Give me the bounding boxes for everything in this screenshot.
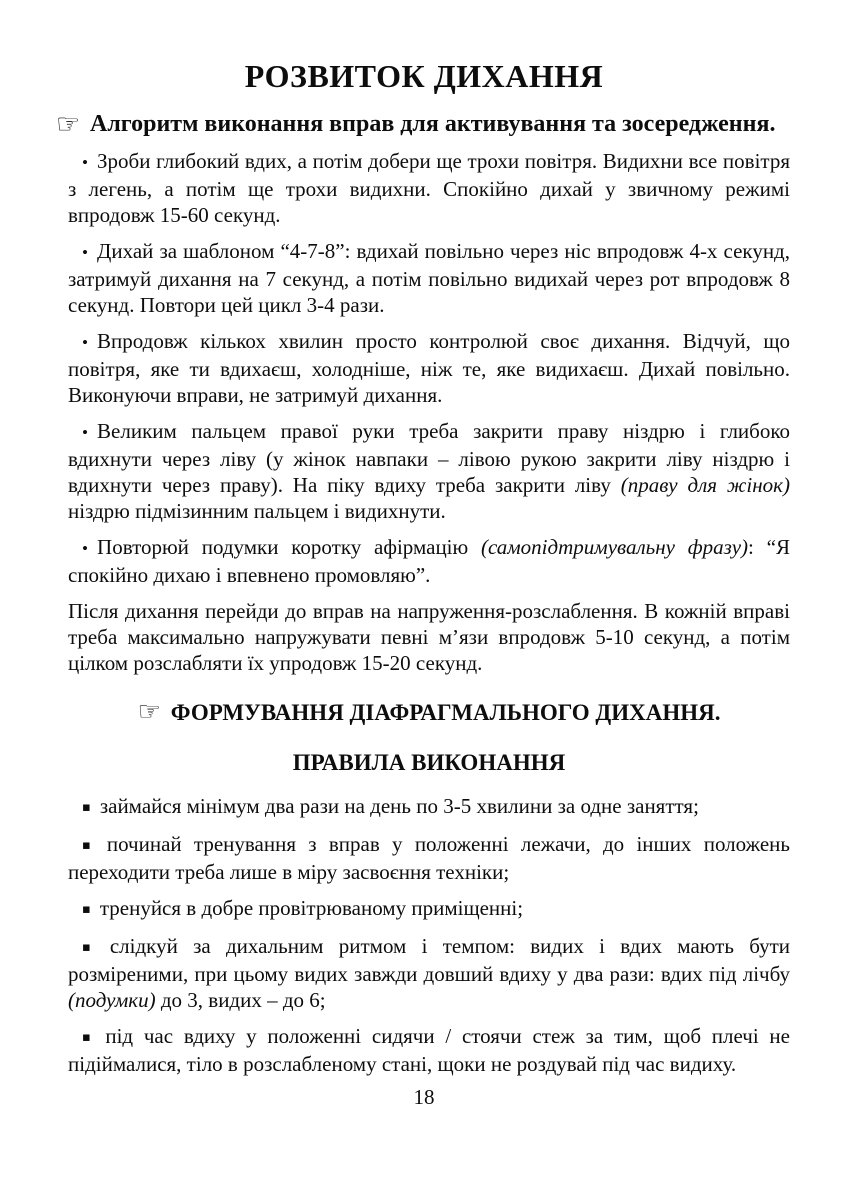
bullet-text: займайся мінімум два рази на день по 3-5 хвилини за одне заняття;: [99, 793, 699, 818]
section2-heading-text: ФОРМУВАННЯ ДІАФРАГМАЛЬНОГО ДИХАННЯ.: [170, 700, 721, 726]
bullet-text: Впродовж кількох хвилин просто контролюй своє дихання. Відчуй, що повітря, яке ти вдихаєш, холодніше, ніж те, яке видихаєш. Дихай повільно. Виконуючи вправи, не затримуй дихання.: [68, 329, 790, 408]
bullet-text: тренуйся в добре провітрюваному приміщенні;: [99, 895, 524, 920]
bullet-marker: ▪: [82, 1029, 97, 1045]
bullet-marker: ▪: [82, 939, 101, 955]
bullet-text: ніздрю підмізинним пальцем і видихнути.: [68, 499, 446, 524]
bullet-text: Зроби глибокий вдих, а потім добери ще трохи повітря. Видихни все повітря з легень, а потім ще трохи видихни. Спокійно дихай у звичному режимі впродовж 15-60 секунд.: [68, 149, 790, 228]
bullet-marker: •: [82, 539, 89, 559]
bullet-marker: •: [82, 333, 89, 353]
section2-body: [68, 793, 790, 1077]
bullet-text-italic: (подумки): [68, 987, 156, 1012]
bullet-marker: ▪: [82, 799, 91, 815]
bullet-item: [68, 238, 790, 318]
section1-heading: [56, 109, 790, 140]
pointing-hand-icon: ☞: [137, 697, 161, 728]
bullet-item: [68, 1023, 790, 1077]
section1-body: [68, 148, 790, 676]
bullet-marker: ▪: [82, 901, 91, 917]
bullet-text-italic: (самопідтримувальну фразу): [481, 535, 749, 560]
bullet-item: [68, 933, 790, 1013]
bullet-marker: •: [82, 243, 89, 263]
bullet-text: під час вдиху у положенні сидячи / стоячи стеж за тим, щоб плечі не підіймалися, тіло в розслабленому стані, щоки не роздувай під час видиху.: [68, 1023, 790, 1076]
bullet-text: Повторюй подумки коротку афірмацію: [97, 535, 481, 560]
bullet-marker: •: [82, 153, 89, 173]
bullet-text: Дихай за шаблоном “4-7-8”: вдихай повільно через ніс впродовж 4-х секунд, затримуй дихання на 7 секунд, а потім повільно видихай через рот впродовж 8 секунд. Повтори цей цикл 3-4 рази.: [68, 239, 790, 318]
bullet-item: [68, 793, 790, 821]
bullet-item: [68, 148, 790, 228]
bullet-text: : “Я спокійно дихаю і впевнено промовляю”.: [68, 535, 790, 588]
section1-heading-text: Алгоритм виконання вправ для активування та зосередження.: [90, 111, 776, 137]
closing-paragraph: Після дихання перейди до вправ на напруження-розслаблення. В кожній вправі треба максимально напружувати певні м’язи впродовж 5-10 секунд, а потім цілком розслабляти їх упродовж 15-20 секунд.: [68, 599, 790, 676]
bullet-item: [68, 534, 790, 588]
bullet-item: [68, 418, 790, 524]
bullet-marker: •: [82, 423, 89, 443]
bullet-item: [68, 831, 790, 885]
bullet-text: до 3, видих – до 6;: [155, 987, 326, 1012]
section2-subheading: ПРАВИЛА ВИКОНАННЯ: [292, 749, 566, 775]
bullet-text-italic: (праву для жінок): [620, 473, 790, 498]
section2-heading: [68, 696, 790, 730]
bullet-marker: ▪: [82, 837, 98, 853]
bullet-item: [68, 895, 790, 923]
pointing-hand-icon: ☞: [56, 109, 81, 140]
page-number: 18: [413, 1084, 435, 1109]
bullet-text: слідкуй за дихальним ритмом і темпом: видих і вдих мають бути розміреними, при цьому видих завжди довший вдиху у два рази: вдих під лічбу: [68, 933, 791, 986]
bullet-item: [68, 328, 790, 408]
page-title: РОЗВИТОК ДИХАННЯ: [244, 58, 604, 94]
bullet-text: починай тренування з вправ у положенні лежачи, до інших положень переходити треба лише в міру засвоєння техніки;: [68, 831, 791, 884]
bullet-text: Великим пальцем правої руки треба закрити праву ніздрю і глибоко вдихнути через ліву (у жінок навпаки – лівою рукою закрити ліву ніздрю і вдихнути через праву). На піку вдиху треба закрити ліву: [68, 419, 790, 498]
